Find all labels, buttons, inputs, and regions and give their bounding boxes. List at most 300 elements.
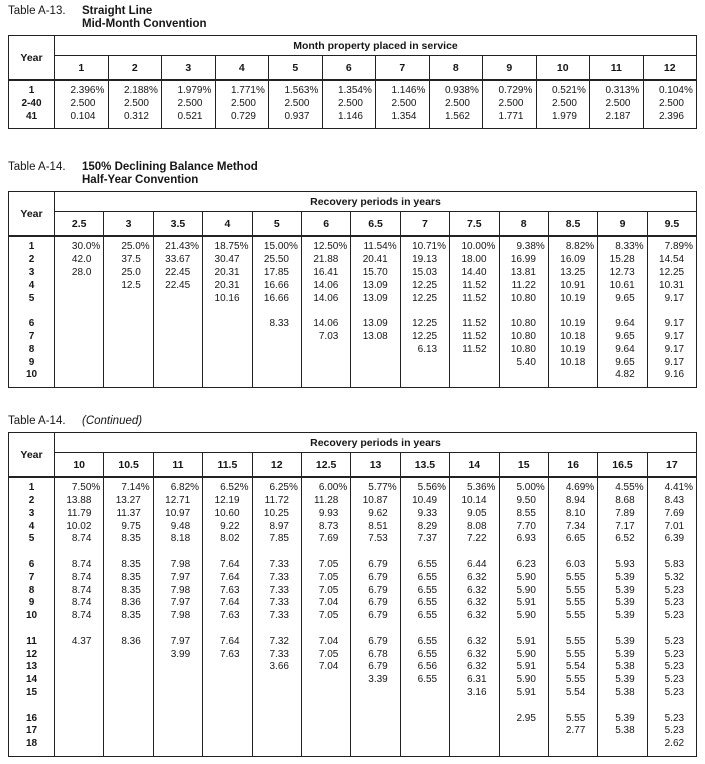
cell-value — [154, 713, 199, 726]
column-header: 5 — [252, 212, 301, 235]
row-gap — [154, 546, 199, 559]
percent-sign — [524, 111, 533, 124]
cell-value — [376, 111, 426, 124]
percent-sign — [536, 533, 545, 546]
cell-number — [104, 661, 140, 674]
cell-number: 5.55 — [565, 610, 586, 622]
cell-number: 10.18 — [560, 330, 586, 342]
cell-value — [401, 482, 446, 495]
percent-sign — [536, 293, 545, 306]
cell-value — [55, 495, 100, 508]
cell-value — [648, 636, 693, 649]
cell-number: 11.22 — [511, 279, 536, 291]
percent-sign — [684, 318, 693, 331]
percent-sign — [388, 357, 397, 370]
cell-number: 16.09 — [560, 254, 586, 266]
table-a14-label: Table A-14. — [8, 161, 66, 174]
cell-number: 2.62 — [664, 738, 685, 750]
percent-sign — [487, 725, 496, 738]
cell-value — [401, 674, 446, 687]
cell-value — [648, 687, 693, 700]
cell-number: 11.37 — [116, 507, 141, 519]
percent-sign — [149, 98, 158, 111]
cell-number: 6.55 — [417, 674, 438, 686]
cell-number: 20.31 — [214, 279, 240, 291]
cell-value — [450, 610, 495, 623]
percent-sign: % — [387, 482, 397, 494]
cell-number: 6.79 — [368, 610, 388, 622]
cell-value — [302, 649, 347, 662]
percent-sign — [91, 344, 100, 357]
percent-sign — [437, 649, 446, 662]
cell-value — [55, 369, 100, 382]
cell-value — [55, 661, 100, 674]
year-column — [9, 81, 55, 128]
data-column — [161, 81, 215, 128]
cell-number — [253, 713, 289, 726]
percent-sign — [289, 369, 298, 382]
header-right — [55, 433, 696, 476]
table-a14-continued — [8, 432, 697, 757]
percent-sign — [684, 521, 693, 534]
cell-number: 9.17 — [664, 330, 685, 342]
year-label: 3 — [28, 266, 35, 278]
percent-sign — [190, 293, 199, 306]
cell-number: 10.00 — [461, 241, 487, 253]
cell-number: 10.60 — [214, 507, 240, 519]
percent-sign — [585, 661, 594, 674]
data-column — [499, 237, 548, 387]
cell-number: 10.25 — [263, 507, 289, 519]
percent-sign — [190, 610, 199, 623]
percent-sign — [91, 267, 100, 280]
percent-sign — [487, 597, 496, 610]
row-gap — [401, 546, 446, 559]
cell-number: 10.19 — [560, 318, 586, 330]
percent-sign — [684, 649, 693, 662]
year-label: 1 — [28, 482, 35, 494]
table-header — [9, 36, 696, 79]
percent-sign — [240, 508, 249, 521]
percent-sign — [289, 713, 298, 726]
cell-value — [450, 559, 495, 572]
cell-number: 2.396 — [658, 110, 684, 122]
percent-sign — [388, 280, 397, 293]
cell-value — [598, 610, 643, 623]
cell-number: 1.354 — [391, 110, 417, 122]
percent-sign — [190, 318, 199, 331]
row-gap — [55, 546, 100, 559]
cell-value — [154, 725, 199, 738]
percent-sign — [240, 610, 249, 623]
row-gap — [401, 700, 446, 713]
cell-value — [302, 318, 347, 331]
cell-value — [253, 508, 298, 521]
cell-value — [104, 572, 149, 585]
cell-number: 9.17 — [664, 356, 685, 368]
cell-number — [302, 357, 338, 370]
column-header: 8.5 — [548, 212, 597, 235]
percent-sign: % — [634, 482, 644, 494]
cell-value — [500, 508, 545, 521]
cell-value — [302, 597, 347, 610]
cell-value — [376, 85, 426, 98]
cell-value — [598, 482, 643, 495]
row-gap — [401, 623, 446, 636]
cell-value — [104, 482, 149, 495]
percent-sign — [635, 572, 644, 585]
cell-value — [302, 254, 347, 267]
data-column — [252, 478, 301, 756]
cell-value — [55, 713, 100, 726]
cell-value — [598, 357, 643, 370]
cell-value — [253, 674, 298, 687]
percent-sign — [684, 559, 693, 572]
percent-sign — [536, 585, 545, 598]
cell-number: 6.03 — [565, 558, 586, 570]
percent-sign: % — [338, 482, 348, 494]
percent-sign — [388, 649, 397, 662]
percent-sign — [289, 687, 298, 700]
data-column — [597, 478, 646, 756]
cell-value — [500, 738, 545, 751]
row-gap — [203, 700, 248, 713]
cell-value — [500, 482, 545, 495]
cell-number — [450, 725, 486, 738]
row-gap — [598, 700, 643, 713]
percent-sign — [240, 572, 249, 585]
year-label: 8 — [28, 343, 35, 355]
cell-number: 0.729 — [498, 85, 524, 96]
cell-number: 1.146 — [337, 110, 363, 122]
cell-value — [500, 280, 545, 293]
percent-sign — [190, 738, 199, 751]
cell-number — [253, 687, 289, 700]
cell-number: 8.74 — [71, 584, 92, 596]
cell-value — [154, 585, 199, 598]
percent-sign — [91, 674, 100, 687]
percent-sign — [631, 111, 640, 124]
percent-sign — [684, 610, 693, 623]
cell-number: 2.500 — [70, 97, 96, 109]
cell-value — [537, 85, 587, 98]
percent-sign — [190, 495, 199, 508]
percent-sign — [388, 521, 397, 534]
percent-sign — [585, 585, 594, 598]
cell-value — [55, 533, 100, 546]
row-gap — [302, 623, 347, 636]
cell-number: 5.23 — [664, 635, 685, 647]
percent-sign — [388, 585, 397, 598]
percent-sign — [310, 111, 319, 124]
cell-value — [203, 369, 248, 382]
percent-sign — [684, 331, 693, 344]
cell-number: 12.25 — [659, 266, 685, 278]
cell-value — [351, 254, 396, 267]
row-gap — [203, 546, 248, 559]
percent-sign — [487, 318, 496, 331]
cell-number: 7.05 — [318, 584, 339, 596]
cell-number — [203, 344, 239, 357]
cell-value — [401, 533, 446, 546]
cell-value — [55, 521, 100, 534]
cell-number — [104, 649, 140, 662]
cell-number: 6.32 — [467, 610, 487, 622]
cell-number: 5.90 — [516, 610, 536, 622]
cell-number — [302, 687, 338, 700]
cell-number: 2.95 — [516, 712, 536, 724]
data-column — [153, 237, 202, 387]
cell-value — [253, 267, 298, 280]
cell-number: 3.39 — [368, 674, 388, 686]
percent-sign: % — [190, 482, 200, 494]
percent-sign — [635, 610, 644, 623]
cell-value — [55, 559, 100, 572]
year-column-header: Year — [9, 433, 55, 476]
percent-sign — [635, 280, 644, 293]
cell-number: 7.05 — [318, 610, 339, 622]
percent-sign — [684, 369, 693, 382]
cell-value — [590, 85, 640, 98]
percent-sign — [635, 508, 644, 521]
column-header: 11.5 — [202, 453, 251, 476]
percent-sign — [91, 572, 100, 585]
cell-value — [154, 661, 199, 674]
column-header: 11 — [589, 56, 643, 79]
percent-sign — [141, 318, 150, 331]
cell-number — [55, 293, 91, 306]
cell-value — [55, 674, 100, 687]
cell-number: 11.72 — [264, 494, 289, 506]
cell-number: 14.40 — [461, 266, 487, 278]
percent-sign — [338, 533, 347, 546]
cell-value — [253, 357, 298, 370]
percent-sign — [190, 344, 199, 357]
cell-number — [55, 738, 91, 751]
cell-number: 13.25 — [560, 266, 586, 278]
cell-value — [351, 482, 396, 495]
percent-sign — [149, 111, 158, 124]
cell-value — [500, 241, 545, 254]
percent-sign — [338, 674, 347, 687]
percent-sign — [91, 713, 100, 726]
cell-value — [302, 331, 347, 344]
cell-value — [648, 254, 693, 267]
cell-value — [302, 293, 347, 306]
cell-number — [55, 687, 91, 700]
cell-value — [203, 521, 248, 534]
percent-sign — [338, 318, 347, 331]
cell-number — [549, 738, 585, 751]
cell-number: 1.771 — [498, 110, 524, 122]
cell-number: 12.25 — [412, 330, 438, 342]
data-column — [350, 237, 399, 387]
cell-value — [648, 559, 693, 572]
column-header: 4 — [202, 212, 251, 235]
percent-sign — [536, 280, 545, 293]
cell-number — [154, 713, 190, 726]
column-header: 16.5 — [597, 453, 646, 476]
cell-number — [104, 357, 140, 370]
cell-number: 7.04 — [318, 597, 339, 609]
percent-sign — [585, 331, 594, 344]
cell-value — [598, 508, 643, 521]
percent-sign — [289, 495, 298, 508]
cell-value — [162, 85, 212, 98]
cell-value — [203, 293, 248, 306]
cell-number — [351, 344, 387, 357]
percent-sign — [190, 267, 199, 280]
percent-sign — [338, 713, 347, 726]
cell-number: 6.25 — [269, 482, 289, 494]
cell-value — [598, 687, 643, 700]
percent-sign — [684, 495, 693, 508]
cell-number: 9.33 — [417, 507, 438, 519]
percent-sign — [635, 357, 644, 370]
percent-sign — [487, 331, 496, 344]
cell-value — [203, 357, 248, 370]
cell-value — [401, 495, 446, 508]
cell-value — [401, 508, 446, 521]
cell-number: 1.979 — [551, 110, 577, 122]
percent-sign — [338, 508, 347, 521]
cell-number: 14.54 — [659, 254, 685, 266]
cell-number — [55, 280, 91, 293]
cell-number: 5.55 — [565, 571, 586, 583]
percent-sign: % — [437, 241, 447, 253]
cell-value — [648, 267, 693, 280]
cell-value — [549, 267, 594, 280]
data-column — [548, 478, 597, 756]
percent-sign — [289, 572, 298, 585]
cell-value — [154, 597, 199, 610]
cell-value — [55, 508, 100, 521]
year-label: 14 — [25, 674, 38, 686]
cell-number: 5.54 — [565, 686, 586, 698]
cell-value — [253, 280, 298, 293]
cell-value — [500, 661, 545, 674]
cell-number — [203, 687, 239, 700]
cell-value — [351, 572, 396, 585]
percent-sign — [388, 495, 397, 508]
percent-sign — [338, 738, 347, 751]
percent-sign — [635, 585, 644, 598]
cell-number — [203, 357, 239, 370]
cell-value — [269, 98, 319, 111]
cell-number: 10.14 — [461, 494, 487, 506]
cell-value — [55, 572, 100, 585]
cell-number: 30.47 — [214, 254, 240, 266]
percent-sign — [487, 713, 496, 726]
percent-sign — [363, 98, 372, 111]
cell-value — [401, 738, 446, 751]
cell-value — [269, 85, 319, 98]
cell-value — [598, 369, 643, 382]
cell-value — [644, 85, 694, 98]
percent-sign — [585, 674, 594, 687]
column-header: 10 — [73, 459, 86, 472]
cell-number: 6.55 — [417, 597, 438, 609]
cell-number: 8.35 — [121, 610, 141, 622]
percent-sign — [487, 585, 496, 598]
cell-value — [598, 495, 643, 508]
cell-value — [450, 318, 495, 331]
cell-value — [351, 661, 396, 674]
cell-number — [351, 687, 387, 700]
cell-value — [104, 344, 149, 357]
cell-number — [253, 357, 289, 370]
cell-number — [55, 344, 91, 357]
column-header: 14 — [449, 453, 498, 476]
percent-sign — [437, 597, 446, 610]
percent-sign — [289, 521, 298, 534]
percent-sign — [338, 597, 347, 610]
percent-sign: % — [91, 482, 101, 494]
cell-value — [549, 293, 594, 306]
table-header — [9, 433, 696, 476]
percent-sign — [91, 508, 100, 521]
percent-sign — [289, 357, 298, 370]
percent-sign — [96, 98, 105, 111]
cell-value — [55, 610, 100, 623]
cell-number — [253, 674, 289, 687]
percent-sign — [536, 674, 545, 687]
cell-number: 7.33 — [269, 558, 289, 570]
percent-sign — [289, 738, 298, 751]
cell-value — [549, 369, 594, 382]
cell-value — [500, 687, 545, 700]
cell-number — [203, 674, 239, 687]
cell-value — [450, 495, 495, 508]
percent-sign — [635, 738, 644, 751]
cell-number: 4.55 — [615, 482, 635, 494]
percent-sign — [536, 661, 545, 674]
cell-value — [154, 610, 199, 623]
cell-value — [648, 369, 693, 382]
cell-value — [549, 331, 594, 344]
cell-value — [253, 649, 298, 662]
row-gap — [549, 305, 594, 318]
percent-sign — [91, 318, 100, 331]
cell-value — [302, 687, 347, 700]
cell-value — [549, 508, 594, 521]
cell-number: 5.36 — [467, 482, 487, 494]
cell-value — [549, 495, 594, 508]
cell-number: 13.09 — [362, 318, 388, 330]
percent-sign — [536, 636, 545, 649]
cell-value — [648, 521, 693, 534]
cell-number: 9.05 — [467, 507, 487, 519]
percent-sign — [487, 572, 496, 585]
percent-sign — [437, 344, 446, 357]
cell-value — [203, 674, 248, 687]
cell-number: 1.771 — [230, 85, 256, 96]
cell-value — [203, 331, 248, 344]
cell-number: 5.23 — [664, 661, 685, 673]
cell-value — [55, 241, 100, 254]
percent-sign — [524, 98, 533, 111]
cell-number: 9.17 — [664, 343, 685, 355]
cell-value — [537, 111, 587, 124]
percent-sign — [190, 674, 199, 687]
cell-value — [109, 111, 159, 124]
percent-sign: % — [437, 482, 447, 494]
percent-sign — [91, 725, 100, 738]
percent-sign — [536, 369, 545, 382]
percent-sign — [585, 687, 594, 700]
cell-value — [549, 254, 594, 267]
percent-sign — [289, 559, 298, 572]
